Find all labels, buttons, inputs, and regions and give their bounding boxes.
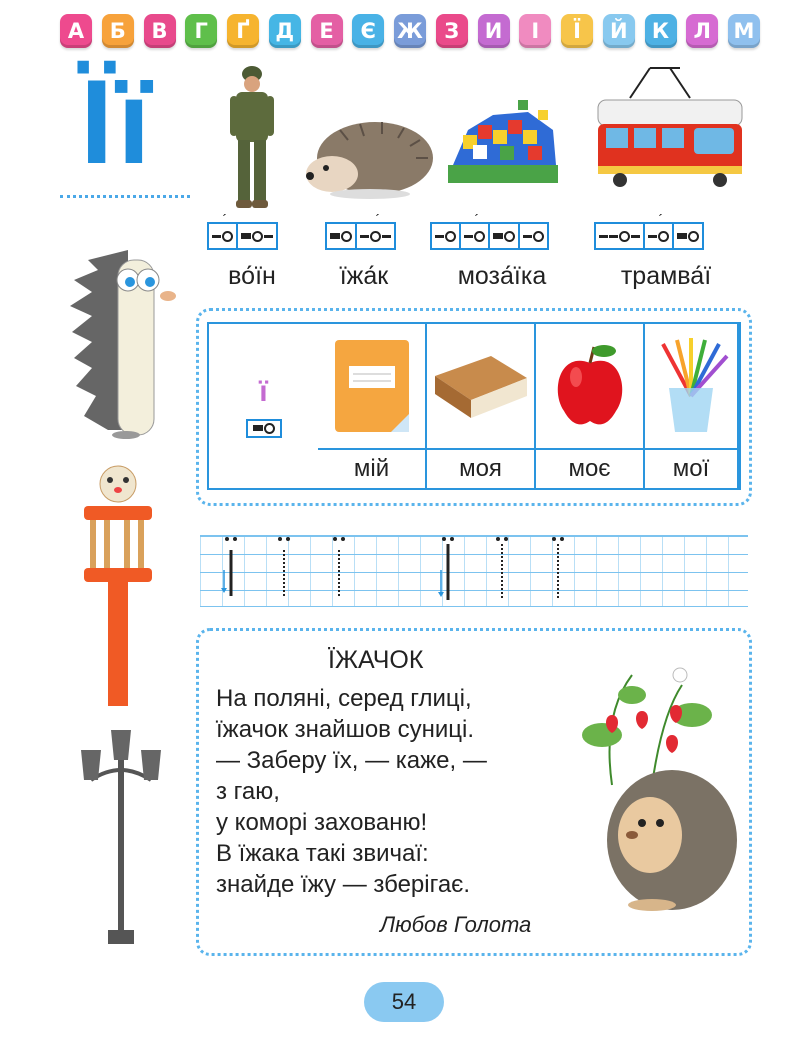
syllable-cell bbox=[327, 224, 357, 248]
possessives-table bbox=[207, 322, 741, 490]
letter-sound-scheme bbox=[246, 419, 282, 438]
stress-mark: ´ bbox=[474, 211, 480, 227]
page-number: 54 bbox=[364, 982, 444, 1022]
poem-line: В їжака такі звичаї: bbox=[216, 840, 429, 867]
hedgehog-image bbox=[300, 110, 435, 200]
stress-mark: ´ bbox=[375, 211, 381, 227]
street-lamp-image bbox=[76, 720, 166, 950]
alphabet-letter-tile: М bbox=[728, 14, 760, 48]
poem-line: На поляні, серед глиці, bbox=[216, 685, 472, 712]
alphabet-strip bbox=[60, 14, 760, 54]
alphabet-letter-tile: Ї bbox=[561, 14, 593, 48]
syllable-cell bbox=[238, 224, 276, 248]
syllable-cell bbox=[357, 211, 394, 248]
syllable-cell bbox=[596, 224, 645, 248]
soldier-image bbox=[222, 62, 282, 212]
alphabet-letter-tile: Е bbox=[311, 14, 343, 48]
pronoun-moie: моє bbox=[536, 448, 645, 488]
syllable-cell bbox=[520, 224, 547, 248]
apple-icon bbox=[550, 341, 630, 431]
poem-line: — Заберу їх, — каже, — bbox=[216, 747, 487, 774]
syllable-cell bbox=[490, 224, 520, 248]
book-icon bbox=[431, 346, 531, 426]
alphabet-letter-tile: А bbox=[60, 14, 92, 48]
pencils-icon bbox=[651, 336, 731, 436]
syllable-cell bbox=[645, 211, 674, 248]
syllable-cell bbox=[432, 224, 461, 248]
poem-line: знайде їжу — зберігає. bbox=[216, 871, 471, 898]
cartoon-hedgehog-image bbox=[68, 240, 178, 440]
letter-tracing-strokes bbox=[200, 530, 748, 610]
book-picture-cell bbox=[427, 324, 536, 448]
poem-author: Любов Голота bbox=[380, 912, 532, 937]
alphabet-letter-tile: Є bbox=[352, 14, 384, 48]
syllable-cell bbox=[209, 211, 238, 248]
word-mozaika: моза́їка bbox=[457, 262, 547, 290]
alphabet-letter-tile: И bbox=[478, 14, 510, 48]
alphabet-letter-tile: Г bbox=[185, 14, 217, 48]
alphabet-letter-tile: Б bbox=[102, 14, 134, 48]
syllable-cell bbox=[674, 224, 702, 248]
alphabet-letter-tile: З bbox=[436, 14, 468, 48]
sound-scheme bbox=[594, 211, 704, 250]
pronoun-mii: мій bbox=[318, 448, 427, 488]
hedgehog-strawberries-image bbox=[572, 655, 742, 925]
apple-picture-cell bbox=[536, 324, 645, 448]
notebook-picture-cell bbox=[318, 324, 427, 448]
poem-line: у коморі захованю! bbox=[216, 809, 428, 836]
notebook-icon bbox=[331, 336, 413, 436]
pronoun-moia: моя bbox=[427, 448, 536, 488]
tram-image bbox=[590, 62, 750, 192]
alphabet-letter-tile: Ж bbox=[394, 14, 426, 48]
stress-mark: ´ bbox=[222, 211, 228, 227]
letter-title: Її bbox=[80, 55, 155, 189]
alphabet-letter-tile: В bbox=[144, 14, 176, 48]
alphabet-letter-tile: Й bbox=[603, 14, 635, 48]
alphabet-letter-tile: Д bbox=[269, 14, 301, 48]
possessive-letter: ї bbox=[259, 374, 268, 408]
alphabet-letter-tile: Л bbox=[686, 14, 718, 48]
sound-scheme bbox=[207, 211, 278, 250]
poem-line: з гаю, bbox=[216, 778, 280, 805]
sound-scheme bbox=[325, 211, 396, 250]
alphabet-letter-tile: К bbox=[645, 14, 677, 48]
sound-scheme bbox=[430, 211, 549, 250]
pronoun-moi: мої bbox=[645, 448, 739, 488]
poem-text bbox=[216, 683, 487, 900]
letter-scheme-cell bbox=[209, 324, 318, 488]
word-voin: во́їн bbox=[228, 262, 276, 290]
toy-rattle-image bbox=[80, 460, 155, 710]
word-tramvai: трамва́ї bbox=[620, 262, 712, 290]
letter-underline bbox=[60, 195, 190, 198]
word-yizhak: їжа́к bbox=[339, 262, 389, 290]
alphabet-letter-tile: І bbox=[519, 14, 551, 48]
poem-title: ЇЖАЧОК bbox=[328, 646, 424, 674]
mosaic-image bbox=[438, 70, 568, 190]
pencils-picture-cell bbox=[645, 324, 739, 448]
syllable-cell bbox=[461, 211, 490, 248]
alphabet-letter-tile: Ґ bbox=[227, 14, 259, 48]
stress-mark: ´ bbox=[658, 211, 664, 227]
poem-line: їжачок знайшов суниці. bbox=[216, 716, 474, 743]
